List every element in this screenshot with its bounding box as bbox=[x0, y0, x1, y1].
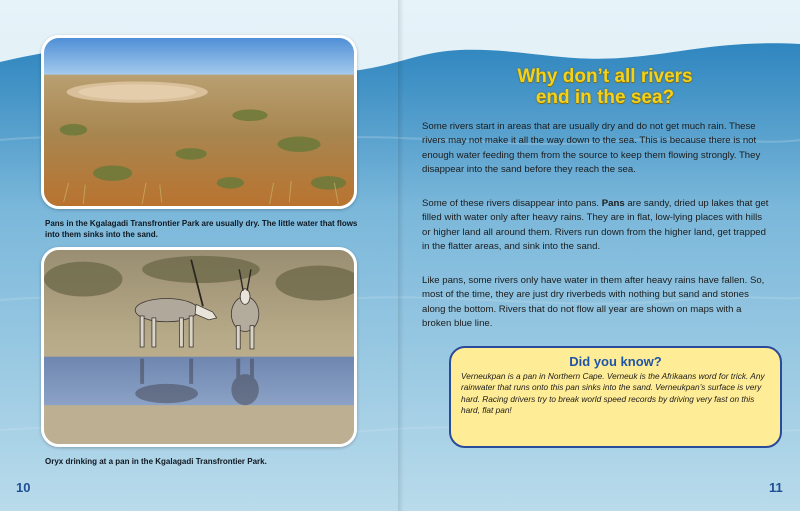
paragraph-2-intro: Some of these rivers disappear into pans. bbox=[422, 198, 602, 209]
did-you-know-box bbox=[449, 346, 782, 448]
oryx-photo bbox=[41, 247, 357, 447]
did-you-know-title: Did you know? bbox=[569, 354, 662, 369]
title-line-2: end in the sea? bbox=[535, 87, 675, 108]
paragraph-2-rest: are sandy, dried up lakes that get filled with water only after heavy rains. They are in flat, low-lying places with hills or higher land all around them. Rivers run down from the higher land, get trapped in the flatter areas, and sink into the sand. bbox=[422, 198, 769, 252]
paragraph-1: Some rivers start in areas that are usually dry and do not get much rain. These rivers may not make it all the way down to the sea. This is because there is not enough water feeding them from the source to keep them flowing strongly. They disappear into the sand before they reach the sea. bbox=[422, 121, 761, 175]
page-title bbox=[480, 66, 730, 108]
paragraph-3: Like pans, some rivers only have water in them after heavy rains have fallen. So, most of the time, they are just dry riverbeds with nothing but sand and stones along the bottom. Rivers that do not flow all year are shown on maps with a broken blue line. bbox=[422, 275, 765, 329]
pans-term: Pans bbox=[601, 198, 625, 209]
page-number-right: 11 bbox=[769, 480, 783, 495]
paragraph-2 bbox=[422, 197, 772, 254]
page-number-left: 10 bbox=[16, 480, 31, 495]
photo-2-caption: Oryx drinking at a pan in the Kgalagadi Transfrontier Park. bbox=[45, 457, 267, 466]
dry-pan-photo bbox=[41, 35, 357, 209]
page-gutter bbox=[398, 0, 404, 511]
photo-1-caption: Pans in the Kgalagadi Transfrontier Park are usually dry. The little water that flows into them sinks into the sand. bbox=[45, 219, 358, 239]
title-line-1: Why don’t all rivers bbox=[517, 66, 693, 87]
did-you-know-text: Verneukpan is a pan in Northern Cape. Verneuk is the Afrikaans word for trick. Any rainwater that runs onto this pan sinks into the sand. Verneukpan’s surface is very hard. Racing drivers try to break world speed records by driving very fast on this hard, flat pan! bbox=[461, 371, 765, 415]
